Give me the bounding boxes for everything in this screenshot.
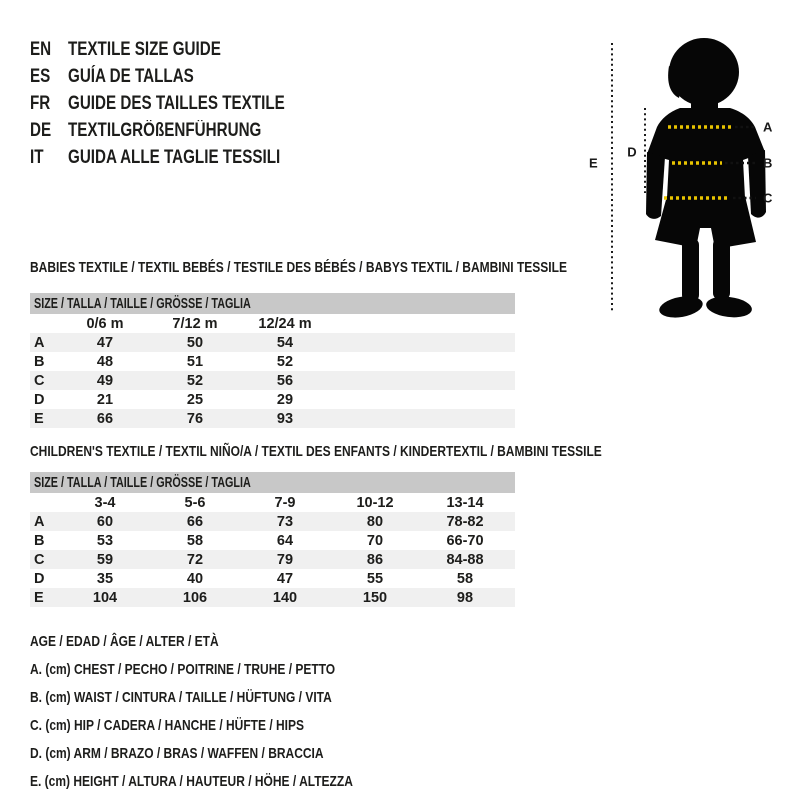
language-title-list — [30, 36, 339, 171]
measurement-legend — [30, 627, 434, 795]
size-cell: 140 — [272, 589, 298, 606]
size-cell: 40 — [186, 570, 204, 587]
lang-title: TEXTILE SIZE GUIDE — [68, 38, 221, 60]
row-label: C — [34, 551, 45, 568]
column-header: 3-4 — [94, 494, 116, 511]
size-cell: 54 — [276, 334, 294, 351]
legend-age: AGE / EDAD / ÂGE / ALTER / ETÀ — [30, 632, 219, 650]
table-row — [30, 333, 515, 352]
size-cell: 66 — [96, 410, 114, 427]
column-header: 0/6 m — [86, 315, 124, 332]
size-cell: 52 — [186, 372, 204, 389]
size-cell: 25 — [186, 391, 204, 408]
child-size-figure — [585, 28, 795, 323]
size-cell: 98 — [456, 589, 474, 606]
table-row — [30, 352, 515, 371]
babies-section-title: BABIES TEXTILE / TEXTIL BEBÉS / TESTILE DES BÉBÉS / BABYS TEXTIL / BAMBINI TESSILE — [30, 258, 567, 276]
size-cell: 35 — [96, 570, 114, 587]
size-cell: 59 — [96, 551, 114, 568]
column-header: 13-14 — [446, 494, 484, 511]
size-cell: 56 — [276, 372, 294, 389]
lang-title: TEXTILGRÖßENFÜHRUNG — [68, 119, 262, 141]
size-cell: 47 — [276, 570, 294, 587]
children-size-table — [30, 472, 515, 607]
legend-item-e: E. (cm) HEIGHT / ALTURA / HAUTEUR / HÖHE / ALTEZZA — [30, 772, 353, 790]
column-header: 10-12 — [356, 494, 394, 511]
row-label: E — [34, 410, 44, 427]
size-cell: 86 — [366, 551, 384, 568]
row-label: D — [34, 570, 45, 587]
size-cell: 66-70 — [446, 532, 484, 549]
size-cell: 150 — [362, 589, 388, 606]
size-cell: 73 — [276, 513, 294, 530]
size-cell: 66 — [186, 513, 204, 530]
size-cell: 72 — [186, 551, 204, 568]
row-label: B — [34, 532, 45, 549]
measure-label-d: D — [627, 144, 637, 160]
size-cell: 47 — [96, 334, 114, 351]
size-cell: 84-88 — [446, 551, 484, 568]
size-cell: 58 — [186, 532, 204, 549]
measure-label-e: E — [589, 155, 598, 171]
child-silhouette-icon — [646, 38, 766, 321]
measure-label-a: A — [763, 119, 773, 135]
column-header: 5-6 — [184, 494, 206, 511]
lang-code: FR — [30, 92, 51, 114]
lang-code: ES — [30, 65, 51, 87]
legend-item-c: C. (cm) HIP / CADERA / HANCHE / HÜFTE / HIPS — [30, 716, 305, 734]
lang-row-it — [30, 144, 339, 171]
row-label: A — [34, 334, 45, 351]
lang-row-de — [30, 117, 339, 144]
size-cell: 70 — [366, 532, 384, 549]
lang-code: EN — [30, 38, 52, 60]
table-row — [30, 531, 515, 550]
lang-code: DE — [30, 119, 52, 141]
lang-title: GUIDE DES TAILLES TEXTILE — [68, 92, 285, 114]
size-cell: 21 — [96, 391, 114, 408]
lang-code: IT — [30, 146, 44, 168]
size-cell: 52 — [276, 353, 294, 370]
size-cell: 58 — [456, 570, 474, 587]
table-row — [30, 371, 515, 390]
column-header: 12/24 m — [258, 315, 312, 332]
size-cell: 29 — [276, 391, 294, 408]
size-cell: 76 — [186, 410, 204, 427]
lang-title: GUIDA ALLE TAGLIE TESSILI — [68, 146, 281, 168]
size-cell: 104 — [92, 589, 118, 606]
children-column-header-row — [30, 493, 515, 512]
column-header: 7-9 — [274, 494, 296, 511]
legend-item-b: B. (cm) WAIST / CINTURA / TAILLE / HÜFTUNG / VITA — [30, 688, 332, 706]
row-label: C — [34, 372, 45, 389]
table-row — [30, 409, 515, 428]
size-cell: 49 — [96, 372, 114, 389]
column-header: 7/12 m — [172, 315, 218, 332]
row-label: E — [34, 589, 44, 606]
table-row — [30, 588, 515, 607]
size-cell: 55 — [366, 570, 384, 587]
size-cell: 79 — [276, 551, 294, 568]
row-label: D — [34, 391, 45, 408]
size-cell: 64 — [276, 532, 294, 549]
children-section-title: CHILDREN'S TEXTILE / TEXTIL NIÑO/A / TEXTIL DES ENFANTS / KINDERTEXTIL / BAMBINI TESSILE — [30, 442, 602, 460]
size-cell: 60 — [96, 513, 114, 530]
size-cell: 93 — [276, 410, 294, 427]
measure-label-b: B — [763, 155, 773, 171]
children-table-header: SIZE / TALLA / TAILLE / GRÖSSE / TAGLIA — [30, 472, 515, 493]
size-cell: 78-82 — [446, 513, 484, 530]
row-label: B — [34, 353, 45, 370]
lang-row-es — [30, 63, 339, 90]
size-cell: 50 — [186, 334, 204, 351]
size-cell: 51 — [186, 353, 204, 370]
legend-item-d: D. (cm) ARM / BRAZO / BRAS / WAFFEN / BRACCIA — [30, 744, 324, 762]
size-cell: 80 — [366, 513, 384, 530]
lang-row-fr — [30, 90, 339, 117]
size-cell: 53 — [96, 532, 114, 549]
table-row — [30, 512, 515, 531]
size-cell: 48 — [96, 353, 114, 370]
legend-item-a: A. (cm) CHEST / PECHO / POITRINE / TRUHE / PETTO — [30, 660, 336, 678]
size-cell: 106 — [182, 589, 208, 606]
table-row — [30, 550, 515, 569]
lang-title: GUÍA DE TALLAS — [68, 65, 194, 87]
lang-row-en — [30, 36, 339, 63]
table-row — [30, 390, 515, 409]
babies-column-header-row — [30, 314, 515, 333]
measure-label-c: C — [763, 190, 773, 206]
babies-table-header: SIZE / TALLA / TAILLE / GRÖSSE / TAGLIA — [30, 293, 515, 314]
babies-size-table — [30, 293, 515, 428]
row-label: A — [34, 513, 45, 530]
table-row — [30, 569, 515, 588]
